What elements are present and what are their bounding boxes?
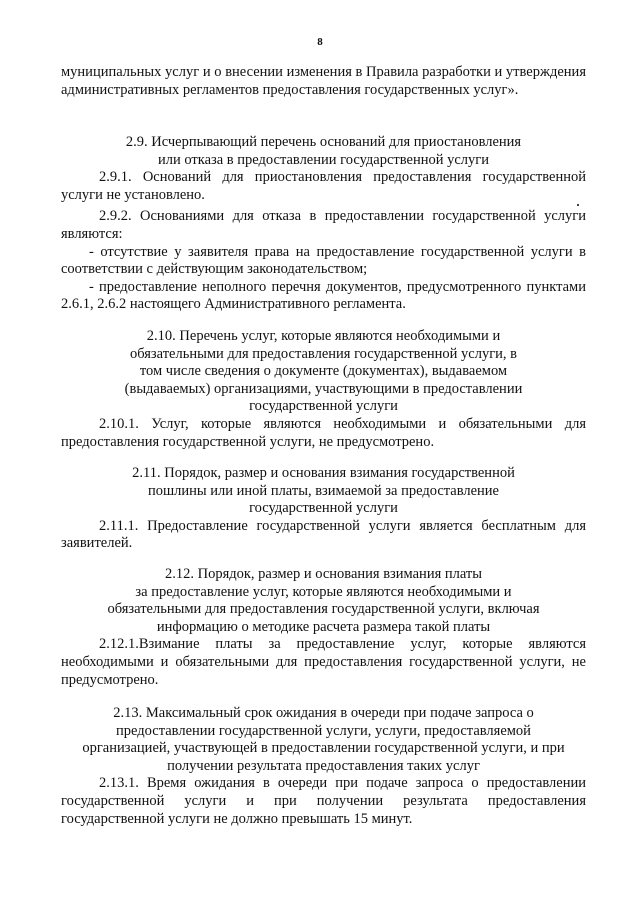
heading-line: предоставлении государственной услуги, услуги, предоставляемой (116, 722, 531, 739)
paragraph-2-10-1: 2.10.1. Услуг, которые являются необходимыми и обязательными для предоставления государственной услуги, не предусмотрено. (61, 415, 586, 450)
paragraph-2-13-1: 2.13.1. Время ожидания в очереди при подаче запроса о предоставлении государственной услуги и при получении результата предоставления государственной услуги не должно превышать 15 минут. (61, 775, 586, 827)
heading-line: за предоставление услуг, которые являются необходимыми и (135, 583, 512, 600)
heading-line: (выдаваемых) организациями, участвующими в предоставлении (124, 380, 523, 397)
heading-line: или отказа в предоставлении государственной услуги (157, 151, 489, 168)
section-2-12-heading (61, 566, 586, 636)
section-2-10-heading (61, 328, 586, 416)
heading-line: государственной услуги (249, 398, 398, 415)
heading-line: государственной услуги (249, 500, 398, 517)
section-2-11-heading (61, 465, 586, 518)
section-2-12 (61, 566, 586, 689)
list-item: - предоставление неполного перечня документов, предусмотренного пунктами 2.6.1, 2.6.2 настоящего Административного регламента. (61, 278, 586, 313)
continuation-paragraph: муниципальных услуг и о внесении изменения в Правила разработки и утверждения административных регламентов предоставления государственных услуг». (61, 64, 586, 98)
heading-line: информацию о методике расчета размера такой платы (156, 618, 491, 635)
section-2-9-heading (61, 134, 586, 169)
paragraph-2-12-1: 2.12.1.Взимание платы за предоставление услуг, которые являются необходимыми и обязательными для предоставления государственной услуги, не предусмотрено. (61, 636, 586, 688)
heading-line: организацией, участвующей в предоставлении государственной услуги, и при (82, 740, 565, 757)
section-2-13-heading (61, 705, 586, 775)
heading-line: 2.11. Порядок, размер и основания взимания государственной (132, 465, 515, 481)
heading-line: 2.10. Перечень услуг, которые являются необходимыми и (146, 328, 501, 344)
paragraph-2-9-2: 2.9.2. Основаниями для отказа в предоставлении государственной услуги являются: (61, 208, 586, 242)
heading-line: получении результата предоставления таких услуг (167, 757, 480, 774)
heading-line: обязательными для предоставления государственной услуги, включая (107, 601, 540, 618)
paragraph-2-9-1: 2.9.1. Оснований для приостановления предоставления государственной услуги не установлено. (61, 169, 586, 203)
section-2-11 (61, 465, 586, 553)
list-item: - отсутствие у заявителя права на предоставление государственной услуги в соответствии с действующим законодательством; (61, 243, 586, 278)
section-2-13 (61, 705, 586, 828)
heading-line: пошлины или иной платы, взимаемой за предоставление (147, 482, 499, 499)
heading-line: обязательными для предоставления государственной услуги, в (129, 345, 518, 362)
heading-line: 2.9. Исчерпывающий перечень оснований для приостановления (125, 134, 522, 150)
heading-line: 2.13. Максимальный срок ожидания в очереди при подаче запроса о (113, 705, 534, 721)
continuation-block (61, 64, 586, 99)
section-2-10 (61, 328, 586, 451)
page-number: 8 (317, 36, 323, 48)
heading-line: 2.12. Порядок, размер и основания взимания платы (164, 566, 483, 582)
section-2-9 (61, 134, 586, 314)
paragraph-2-11-1: 2.11.1. Предоставление государственной услуги является бесплатным для заявителей. (61, 517, 586, 552)
heading-line: том числе сведения о документе (документах), выдаваемом (139, 363, 508, 380)
